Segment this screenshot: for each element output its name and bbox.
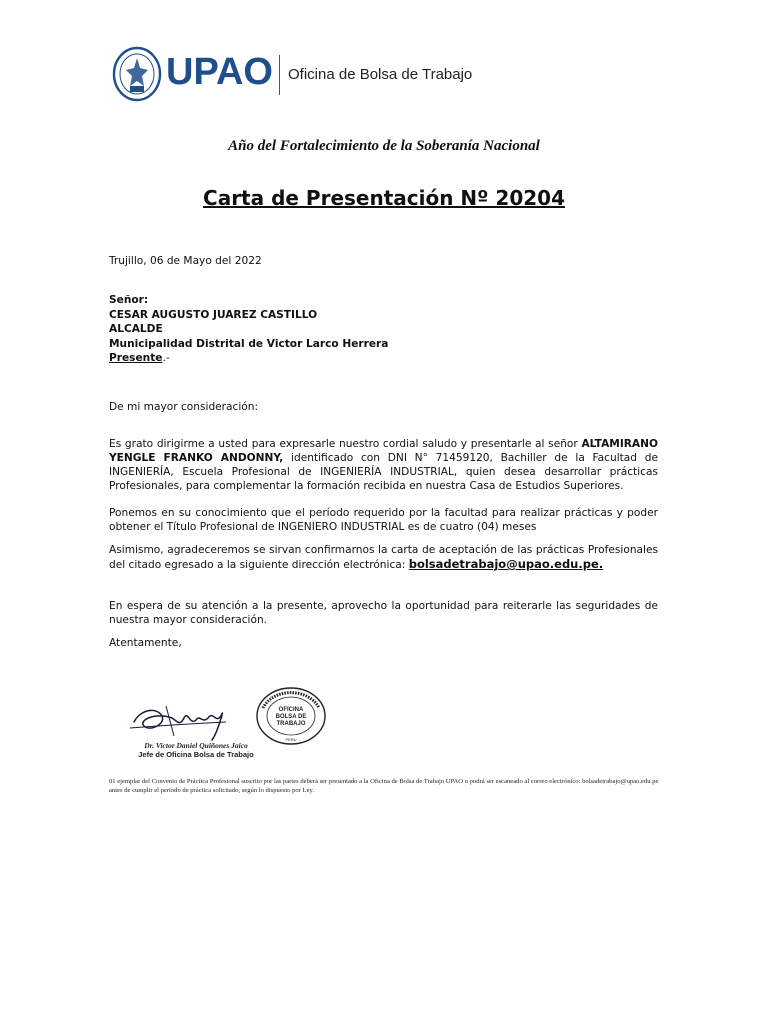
year-motto: Año del Fortalecimiento de la Soberanía Nacional xyxy=(228,138,540,154)
closing-word: Atentamente, xyxy=(109,637,182,649)
recipient-position: ALCALDE xyxy=(109,323,163,335)
paragraph-closing: En espera de su atención a la presente, aprovecho la oportunidad para reiterarle las seguridades de nuestra mayor consideración. xyxy=(109,600,658,626)
stamp-line-2: BOLSA DE xyxy=(275,714,307,720)
contact-email-link[interactable]: bolsadetrabajo@upao.edu.pe. xyxy=(408,557,604,571)
greeting: De mi mayor consideración: xyxy=(109,401,259,413)
footer-note: 01 ejemplar del Convenio de Práctica Profesional suscrito por las partes deberá ser presentado a la Oficina de Bolsa de Trabajo UPAO o podrá ser escaneado al correo electrónico: bolsadetrabajo@upao.edu.pe antes de cumplir el periodo de práctica solicitado, según lo dispuesto por Ley. xyxy=(109,778,659,794)
signatory-name: Dr. Victor Daniel Quiñones Jaico xyxy=(144,741,248,750)
office-name: Oficina de Bolsa de Trabajo xyxy=(288,66,473,83)
stamp-line-3: TRABAJO xyxy=(276,721,306,727)
recipient-salutation: Señor: xyxy=(109,294,149,306)
upao-seal-logo xyxy=(112,46,162,102)
stamp-bottom-text: PERU xyxy=(285,737,297,742)
date-line: Trujillo, 06 de Mayo del 2022 xyxy=(109,255,262,267)
presente-suffix: .- xyxy=(162,352,170,364)
signatory-role: Jefe de Oficina Bolsa de Trabajo xyxy=(138,750,254,759)
p1-text-b: identificado con DNI N° 71459120, Bachiller de la Facultad de INGENIERÍA, Escuela Profesional de INGENIERÍA INDUSTRIAL, quien desea desarrollar prácticas Profesionales, para complementar la formación recibida en nuestra Casa de Estudios Superiores. xyxy=(109,452,658,492)
recipient-presente-line xyxy=(109,351,388,366)
paragraph-period: Ponemos en su conocimiento que el período requerido por la facultad para realizar prácticas y poder obtener el Título Profesional de INGENIERO INDUSTRIAL es de cuatro (04) meses xyxy=(109,507,658,533)
paragraph-confirmation xyxy=(109,543,658,572)
recipient-block xyxy=(109,293,388,366)
upao-wordmark: UPAO xyxy=(166,51,273,93)
presente-word: Presente xyxy=(109,352,163,364)
student-name: ALTAMIRANO YENGLE FRANKO ANDONNY, xyxy=(109,438,658,464)
p1-text-a: Es grato dirigirme a usted para expresarle nuestro cordial saludo y presentarle al señor xyxy=(109,438,582,450)
paragraph-presentation xyxy=(109,437,658,493)
recipient-institution: Municipalidad Distrital de Victor Larco Herrera xyxy=(109,337,389,350)
p3-text: Asimismo, agradeceremos se sirvan confirmarnos la carta de aceptación de las prácticas Profesionales del citado egresado a la siguiente dirección electrónica: xyxy=(109,544,658,571)
office-stamp xyxy=(255,686,327,746)
letter-title: Carta de Presentación Nº 20204 xyxy=(203,186,565,210)
handwritten-signature xyxy=(126,696,236,744)
stamp-line-1: OFICINA xyxy=(278,707,304,713)
recipient-name: CESAR AUGUSTO JUAREZ CASTILLO xyxy=(109,308,318,321)
header-divider xyxy=(279,55,280,95)
